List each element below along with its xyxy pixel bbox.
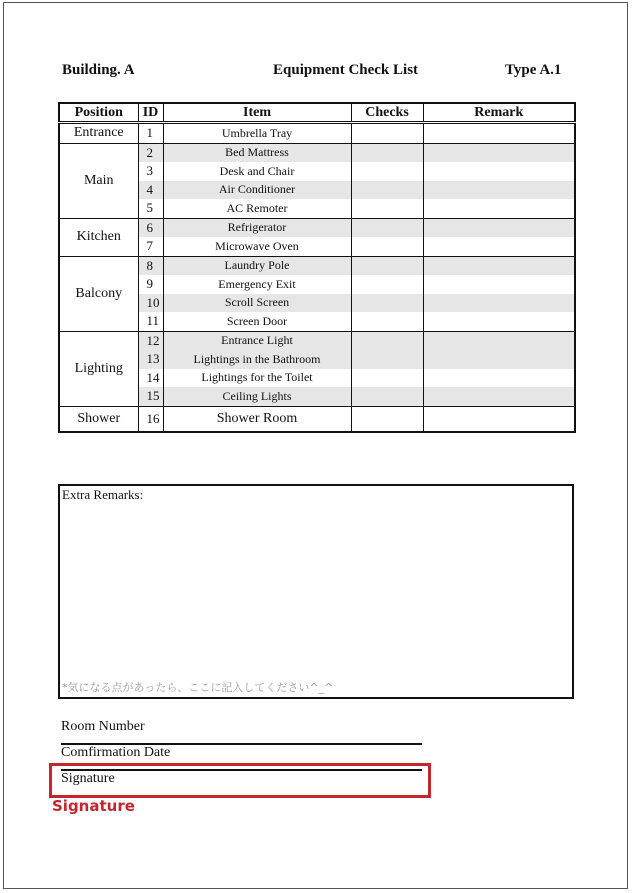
checks-cell[interactable]	[351, 387, 423, 406]
id-cell: 4	[138, 181, 163, 200]
item-cell: Laundry Pole	[163, 256, 351, 275]
id-cell: 9	[138, 275, 163, 294]
item-cell: Scroll Screen	[163, 294, 351, 313]
remark-cell[interactable]	[423, 181, 575, 200]
extra-remarks-box[interactable]	[58, 484, 574, 699]
col-header-id: ID	[138, 103, 163, 123]
table-row	[59, 123, 575, 144]
table-row	[59, 331, 575, 350]
remark-cell[interactable]	[423, 350, 575, 369]
item-cell: Refrigerator	[163, 218, 351, 237]
checks-cell[interactable]	[351, 406, 423, 432]
id-cell: 2	[138, 143, 163, 162]
checks-cell[interactable]	[351, 331, 423, 350]
item-cell: Microwave Oven	[163, 237, 351, 256]
item-cell: Lightings for the Toilet	[163, 369, 351, 388]
table-row	[59, 143, 575, 162]
id-cell: 10	[138, 294, 163, 313]
remark-cell[interactable]	[423, 387, 575, 406]
id-cell: 11	[138, 312, 163, 331]
signature-annotation-label: Signature	[52, 797, 135, 815]
type-label: Type A.1	[505, 62, 562, 78]
signature-label: Signature	[61, 771, 115, 786]
remark-cell[interactable]	[423, 406, 575, 432]
position-cell: Kitchen	[59, 218, 138, 256]
position-cell: Lighting	[59, 331, 138, 406]
position-cell: Shower	[59, 406, 138, 432]
signature-highlight-box	[49, 763, 431, 798]
item-cell: AC Remoter	[163, 199, 351, 218]
checks-cell[interactable]	[351, 218, 423, 237]
remark-cell[interactable]	[423, 162, 575, 181]
col-header-remark: Remark	[423, 103, 575, 123]
item-cell: Umbrella Tray	[163, 123, 351, 144]
col-header-item: Item	[163, 103, 351, 123]
room-number-label: Room Number	[61, 719, 145, 734]
remark-cell[interactable]	[423, 218, 575, 237]
id-cell: 14	[138, 369, 163, 388]
remark-cell[interactable]	[423, 312, 575, 331]
checks-cell[interactable]	[351, 123, 423, 144]
id-cell: 6	[138, 218, 163, 237]
item-cell: Entrance Light	[163, 331, 351, 350]
remark-cell[interactable]	[423, 237, 575, 256]
item-cell: Screen Door	[163, 312, 351, 331]
id-cell: 7	[138, 237, 163, 256]
item-cell: Ceiling Lights	[163, 387, 351, 406]
table-row	[59, 406, 575, 432]
remark-cell[interactable]	[423, 369, 575, 388]
item-cell: Air Conditioner	[163, 181, 351, 200]
item-cell: Shower Room	[163, 406, 351, 432]
position-cell: Main	[59, 143, 138, 218]
checklist-title: Equipment Check List	[273, 62, 419, 78]
checks-cell[interactable]	[351, 199, 423, 218]
extra-remarks-note: *気になる点があったら、ここに記入してください^_^	[62, 681, 334, 694]
id-cell: 15	[138, 387, 163, 406]
table-row	[59, 256, 575, 275]
room-number-field[interactable]	[61, 719, 422, 745]
checks-cell[interactable]	[351, 237, 423, 256]
position-cell: Entrance	[59, 123, 138, 144]
item-cell: Emergency Exit	[163, 275, 351, 294]
equipment-table	[58, 102, 576, 433]
id-cell: 12	[138, 331, 163, 350]
checks-cell[interactable]	[351, 369, 423, 388]
checks-cell[interactable]	[351, 312, 423, 331]
id-cell: 5	[138, 199, 163, 218]
remark-cell[interactable]	[423, 199, 575, 218]
checks-cell[interactable]	[351, 181, 423, 200]
checks-cell[interactable]	[351, 143, 423, 162]
item-cell: Desk and Chair	[163, 162, 351, 181]
remark-cell[interactable]	[423, 294, 575, 313]
extra-remarks-label: Extra Remarks:	[62, 487, 144, 502]
col-header-checks: Checks	[351, 103, 423, 123]
confirmation-date-label: Comfirmation Date	[61, 745, 171, 760]
remark-cell[interactable]	[423, 275, 575, 294]
position-cell: Balcony	[59, 256, 138, 331]
table-header-row	[59, 103, 575, 123]
item-cell: Lightings in the Bathroom	[163, 350, 351, 369]
item-cell: Bed Mattress	[163, 143, 351, 162]
id-cell: 16	[138, 406, 163, 432]
remark-cell[interactable]	[423, 256, 575, 275]
id-cell: 8	[138, 256, 163, 275]
id-cell: 3	[138, 162, 163, 181]
checks-cell[interactable]	[351, 162, 423, 181]
col-header-position: Position	[59, 103, 138, 123]
checks-cell[interactable]	[351, 294, 423, 313]
table-row	[59, 218, 575, 237]
remark-cell[interactable]	[423, 143, 575, 162]
remark-cell[interactable]	[423, 331, 575, 350]
building-label: Building. A	[62, 62, 135, 78]
id-cell: 1	[138, 123, 163, 144]
checks-cell[interactable]	[351, 275, 423, 294]
checks-cell[interactable]	[351, 350, 423, 369]
remark-cell[interactable]	[423, 123, 575, 144]
id-cell: 13	[138, 350, 163, 369]
checks-cell[interactable]	[351, 256, 423, 275]
